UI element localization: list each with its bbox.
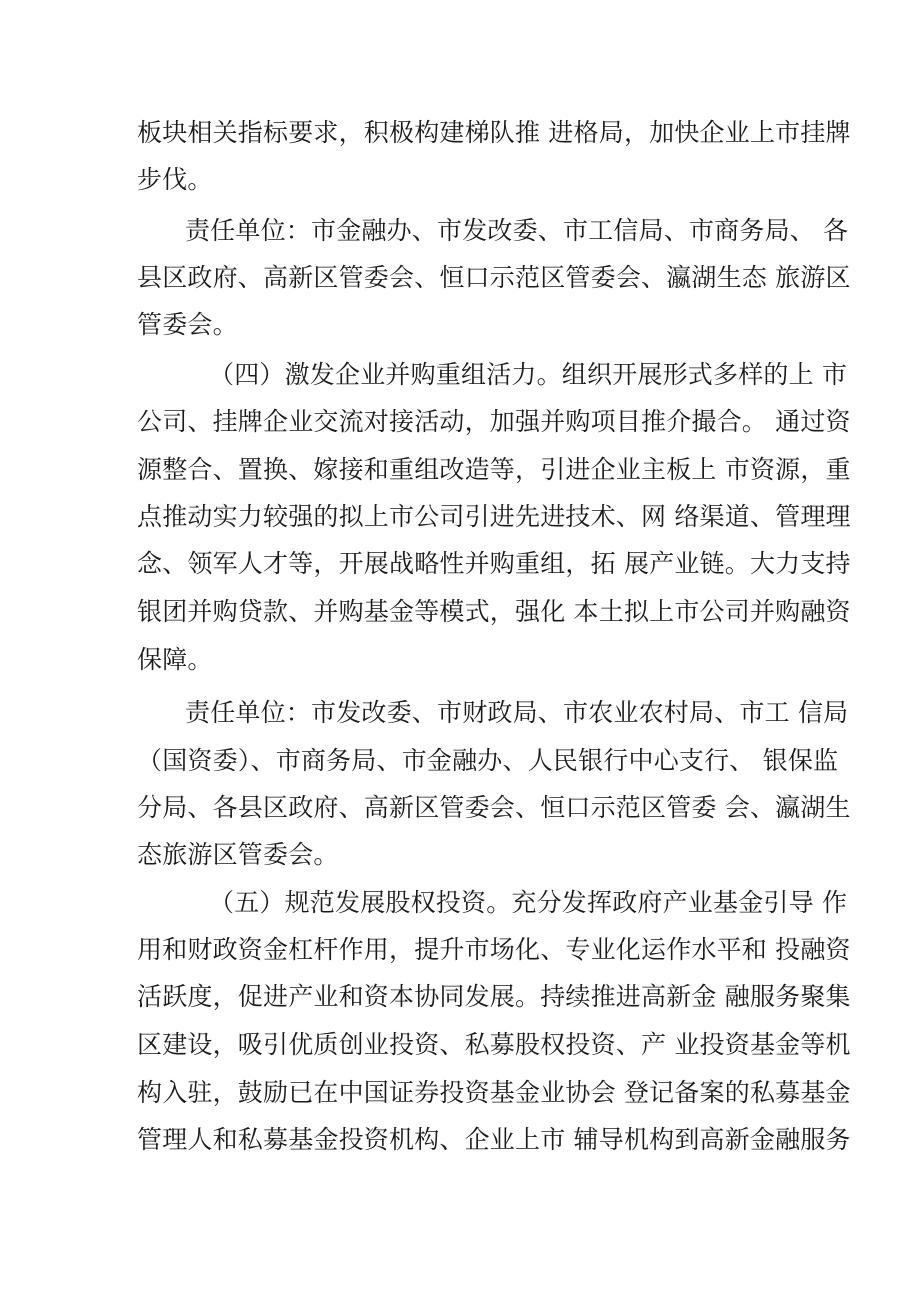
text-line: 管委会。: [137, 310, 238, 339]
text-line: 活跃度，促进产业和资本协同发展。持续推进高新金 融服务聚集: [137, 982, 851, 1011]
text-line: 分局、各县区政府、高新区管委会、恒口示范区管委 会、瀛湖生: [137, 793, 851, 822]
text-line: 念、领军人才等，开展战略性并购重组，拓 展产业链。大力支持: [137, 549, 851, 578]
text-line: （国资委）、市商务局、市金融办、人民银行中心支行、 银保监: [137, 746, 839, 775]
text-line: 点推动实力较强的拟上市公司引进先进技术、网 络渠道、管理理: [137, 502, 851, 531]
text-line: 管理人和私募基金投资机构、企业上市 辅导机构到高新金融服务: [137, 1125, 851, 1154]
text-line: 银团并购贷款、并购基金等模式，强化 本土拟上市公司并购融资: [137, 597, 851, 626]
text-line: 用和财政资金杠杆作用，提升市场化、专业化运作水平和 投融资: [137, 935, 851, 964]
text-line: （四）激发企业并购重组活力。组织开展形式多样的上 市: [209, 360, 848, 389]
text-line: 构入驻，鼓励已在中国证券投资基金业协会 登记备案的私募基金: [137, 1078, 851, 1107]
text-line: 保障。: [137, 645, 213, 674]
text-line: 县区政府、高新区管委会、恒口示范区管委会、瀛湖生态 旅游区: [137, 263, 851, 292]
text-line: 源整合、置换、嫁接和重组改造等，引进企业主板上 市资源，重: [137, 455, 851, 484]
text-line: 公司、挂牌企业交流对接活动，加强并购项目推介撮合。 通过资: [137, 407, 851, 436]
text-line: （五）规范发展股权投资。充分发挥政府产业基金引导 作: [209, 888, 848, 917]
text-line: 态旅游区管委会。: [137, 840, 339, 869]
text-line: 步伐。: [137, 165, 213, 194]
text-line: 板块相关指标要求，积极构建梯队推 进格局，加快企业上市挂牌: [137, 118, 851, 147]
text-line: 责任单位：市金融办、市发改委、市工信局、市商务局、 各: [185, 216, 849, 245]
text-line: 责任单位：市发改委、市财政局、市农业农村局、市工 信局: [185, 698, 849, 727]
text-line: 区建设，吸引优质创业投资、私募股权投资、产 业投资基金等机: [137, 1030, 851, 1059]
